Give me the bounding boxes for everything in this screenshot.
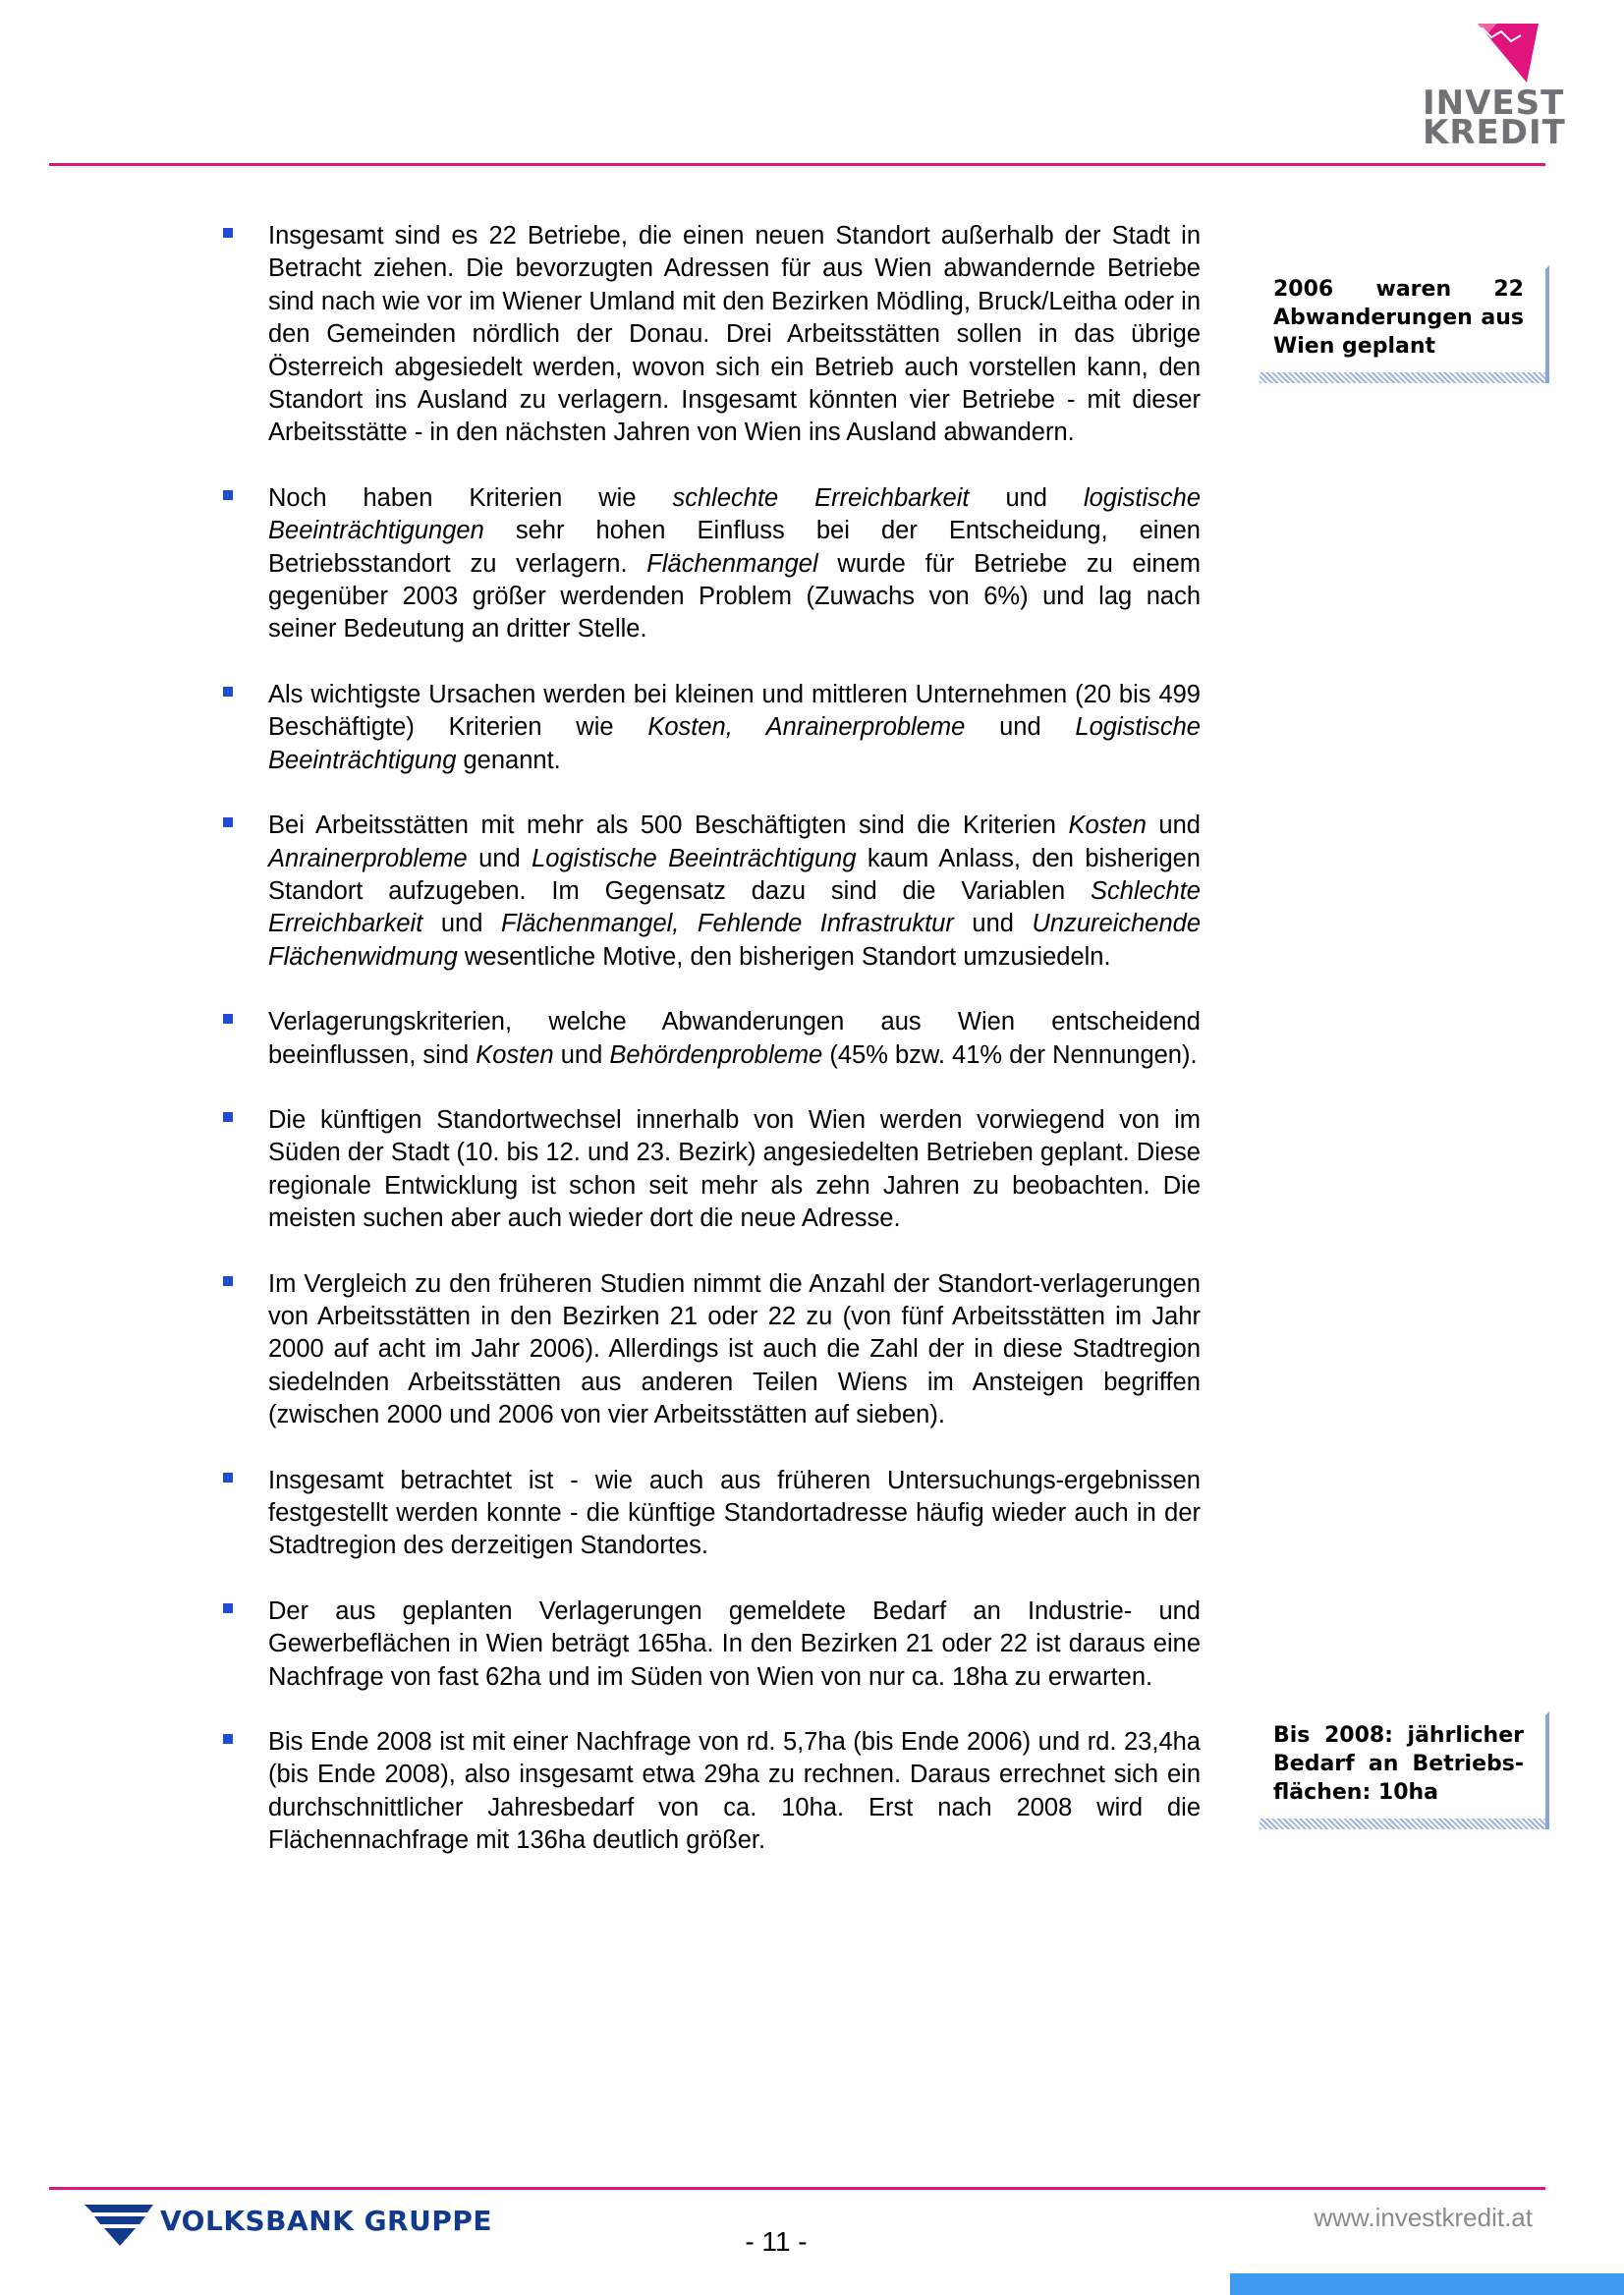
bullet-text: und: [422, 910, 501, 938]
bullet-square-icon: [223, 1112, 233, 1122]
footer-url[interactable]: www.investkredit.at: [1314, 2203, 1533, 2232]
bullet-square-icon: [223, 817, 233, 827]
bullet-emphasis: Anrainerprobleme: [268, 844, 468, 872]
bullet-emphasis: Unzureichende Flächenwidmung: [268, 910, 1202, 971]
bullet-square-icon: [223, 1603, 233, 1613]
bullet-emphasis: logistische Beeinträchtigungen: [268, 483, 1202, 545]
bullet-emphasis: Kosten, Anrainerprobleme: [647, 713, 966, 742]
bullet-square-icon: [223, 1473, 233, 1483]
bullet-text: Insgesamt sind es 22 Betriebe, die einen neuen Standort außerhalb der Stadt in Betracht ziehen. Die bevorzugten Adressen für aus Wien abwandernde Betriebe sind nach wie vor im Wiener Umland mit den Bezirken Mödling, Bruck/Leitha oder in den Gemeinden nördlich der Donau. Drei Arbeitsstätten sollen in das übrige Österreich abgesiedelt werden, wovon sich ein Betrieb auch vorstellen kann, den Standort ins Ausland zu verlagern. Insgesamt könnten vier Betriebe - mit dieser Arbeitsstätte - in den nächsten Jahren von Wien ins Ausland abwandern.: [268, 222, 1201, 447]
bullet-text: Noch haben Kriterien wie: [268, 483, 673, 512]
header-rule: [49, 163, 1545, 166]
bullet-item: [218, 810, 1201, 974]
bullet-emphasis: schlechte Erreichbarkeit: [672, 483, 970, 512]
bullet-text: genannt.: [456, 746, 561, 774]
bullet-text: kaum Anlass, den bisherigen Standort aufzugeben. Im Gegensatz dazu sind die Variablen: [268, 844, 1201, 905]
footer-accent-bar: [1230, 2273, 1624, 2295]
bullet-square-icon: [223, 687, 233, 697]
bullet-item: [218, 679, 1201, 777]
bullet-emphasis: Schlechte Erreichbarkeit: [268, 876, 1201, 938]
bullet-text: und: [965, 713, 1076, 742]
bullet-emphasis: Behördenprobleme: [609, 1040, 823, 1069]
footer-brand: VOLKSBANK GRUPPE: [160, 2205, 493, 2237]
bullet-emphasis: Logistische Beeinträchtigung: [268, 713, 1201, 774]
bullet-text: (45% bzw. 41% der Nennungen).: [822, 1040, 1198, 1069]
bullet-square-icon: [223, 490, 233, 500]
footer-rule: [49, 2187, 1545, 2190]
sidenote-text: 2006 waren 22 Abwanderungen aus Wien geplant: [1273, 277, 1524, 359]
bullet-square-icon: [223, 1734, 233, 1744]
bullet-text: Insgesamt betrachtet ist - wie auch aus früheren Untersuchungs-ergebnissen festgestellt werden konnte - die künftige Standortadresse häufig wieder auch in der Stadtregion des derzeitigen Standortes.: [268, 1466, 1201, 1560]
bullet-text: sehr hohen Einfluss bei der Entscheidung, einen Betriebsstandort zu verlagern.: [268, 517, 1201, 578]
bullet-text: und: [1146, 812, 1201, 840]
bullet-text: und: [969, 483, 1084, 512]
page-number: - 11 -: [745, 2226, 808, 2257]
bullet-square-icon: [223, 228, 233, 238]
logo-word-kredit: KREDIT: [1423, 113, 1566, 152]
bullet-text: wesentliche Motive, den bisherigen Standort umzusiedeln.: [457, 942, 1111, 971]
bullet-emphasis: Flächenmangel: [646, 549, 818, 578]
sidenote-box: [1260, 1711, 1549, 1829]
sidenote-hatch: [1260, 1819, 1545, 1829]
bullet-text: Die künftigen Standortwechsel innerhalb von Wien werden vorwiegend von im Süden der Stadt (10. bis 12. und 23. Bezirk) angesiedelten Betrieben geplant. Diese regionale Entwicklung ist schon seit mehr als zehn Jahren zu beobachten. Die meisten suchen aber auch wieder dort die neue Adresse.: [268, 1105, 1201, 1233]
sidenote-hatch: [1260, 372, 1545, 383]
bullet-item: [218, 1465, 1201, 1563]
bullet-text: und: [953, 910, 1033, 938]
bullet-square-icon: [223, 1014, 233, 1024]
bullet-item: [218, 1104, 1201, 1236]
bullet-text: und: [553, 1040, 610, 1069]
bullet-emphasis: Logistische Beeinträchtigung: [532, 844, 857, 872]
triangle-logo-icon: [1478, 24, 1539, 83]
bullet-text: Bis Ende 2008 ist mit einer Nachfrage von rd. 5,7ha (bis Ende 2006) und rd. 23,4ha (bis Ende 2008), also insgesamt etwa 29ha zu rechnen. Daraus errechnet sich ein durchschnittlicher Jahresbedarf von ca. 10ha. Erst nach 2008 wird die Flächennachfrage mit 136ha deutlich größer.: [268, 1728, 1201, 1855]
bullet-emphasis: Flächenmangel, Fehlende Infrastruktur: [500, 910, 954, 938]
bullet-item: [218, 1595, 1201, 1694]
bullet-text: wurde für Betriebe zu einem gegenüber 2003 größer werdenden Problem (Zuwachs von 6%) und lag nach seiner Bedeutung an dritter Stelle.: [268, 549, 1201, 644]
bullet-list: [218, 220, 1201, 1890]
volksbank-emblem-icon: [84, 2201, 153, 2246]
bullet-item: [218, 482, 1201, 646]
logo-word-invest: INVEST: [1423, 84, 1565, 123]
bullet-emphasis: Kosten: [476, 1040, 554, 1069]
sidenote-box: [1260, 265, 1549, 383]
bullet-text: Im Vergleich zu den früheren Studien nimmt die Anzahl der Standort-verlagerungen von Arbeitsstätten in den Bezirken 21 oder 22 zu (von fünf Arbeitsstätten im Jahr 2000 auf acht im Jahr 2006). Allerdings ist auch die Zahl der in diese Stadtregion siedelnden Arbeitsstätten aus anderen Teilen Wiens im Ansteigen begriffen (zwischen 2000 und 2006 von vier Arbeitsstätten auf sieben).: [268, 1269, 1201, 1429]
bullet-text: und: [467, 844, 532, 872]
bullet-text: Der aus geplanten Verlagerungen gemeldete Bedarf an Industrie- und Gewerbeflächen in Wien beträgt 165ha. In den Bezirken 21 oder 22 ist daraus eine Nachfrage von fast 62ha und im Süden von Wien von nur ca. 18ha zu erwarten.: [268, 1596, 1201, 1691]
bullet-item: [218, 1726, 1201, 1858]
bullet-item: [218, 220, 1201, 450]
bullet-text: Als wichtigste Ursachen werden bei kleinen und mittleren Unternehmen (20 bis 499 Beschäftigte) Kriterien wie: [268, 680, 1201, 742]
bullet-text: Verlagerungskriterien, welche Abwanderungen aus Wien entscheidend beeinflussen, sind: [268, 1008, 1201, 1069]
volksbank-logo: [84, 2201, 527, 2246]
investkredit-logo: [1415, 24, 1566, 152]
bullet-item: [218, 1006, 1201, 1072]
bullet-text: Bei Arbeitsstätten mit mehr als 500 Beschäftigten sind die Kriterien: [268, 812, 1069, 840]
bullet-emphasis: Kosten: [1068, 812, 1147, 840]
bullet-square-icon: [223, 1276, 233, 1286]
bullet-item: [218, 1268, 1201, 1432]
sidenote-text: Bis 2008: jährlicher Bedarf an Betriebs-flächen: 10ha: [1273, 1723, 1524, 1805]
